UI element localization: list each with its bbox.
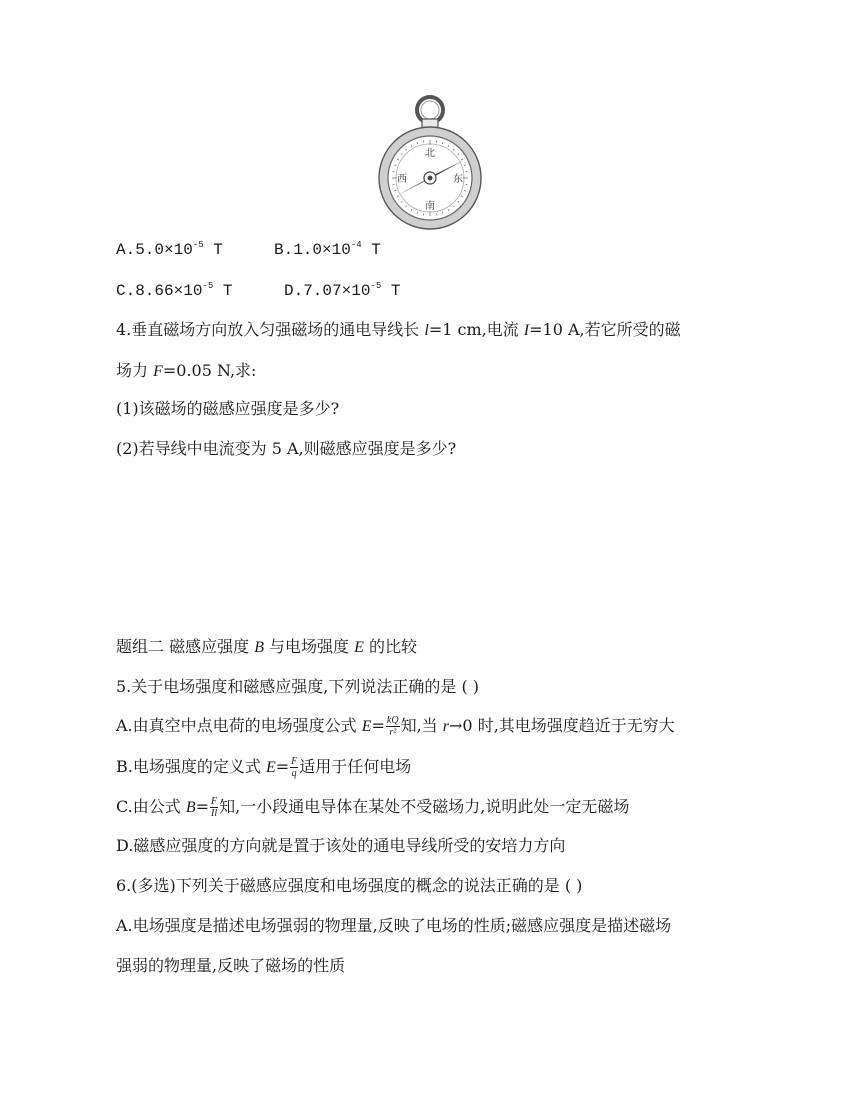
compass-west-label: 西: [397, 174, 407, 185]
q3-option-d: $D.7.07\times 10^{-5}$ T: [284, 281, 401, 300]
q6-option-a-line1: A.电场强度是描述电场强弱的物理量,反映了电场的性质;磁感应强度是描述磁场: [116, 916, 672, 935]
q3-option-c: $C.8.66\times 10^{-5}$ T: [116, 281, 233, 300]
formula-fraction: $\frac{kQ}{\text{r²}}$: [386, 715, 399, 738]
q4-stem-line1: 4.垂直磁场方向放入匀强磁场的通电导线长 l=1 cm,电流 I=10 A,若它所受的磁: [116, 320, 681, 339]
q3-option-a: $A.5.0\times 10^{-5}$ T: [116, 240, 223, 259]
q5-stem: 5.关于电场强度和磁感应强度,下列说法正确的是 ( ): [116, 677, 480, 696]
formula-fraction: $\frac{F}{Il}$: [211, 796, 218, 819]
compass-figure: [376, 90, 484, 230]
q5-option-d: D.磁感应强度的方向就是置于该处的通电导线所受的安培力方向: [116, 836, 566, 855]
compass-south-label: 南: [425, 201, 435, 212]
compass-ring: [417, 97, 443, 130]
q4-sub-question-1: (1)该磁场的磁感应强度是多少?: [116, 399, 340, 418]
q3-options-row1: [116, 240, 381, 260]
q5-option-a: A.由真空中点电荷的电场强度公式 E= $\frac{kQ}{\text{r²}}$ 知,当 r→0 时,其电场强度趋近于无穷大: [116, 715, 675, 738]
group2-heading: 题组二 磁感应强度 B 与电场强度 E 的比较: [116, 637, 418, 656]
q4-stem-line2: 场力 F=0.05 N,求:: [116, 361, 257, 380]
formula-fraction: $\frac{F}{q}$: [291, 756, 298, 779]
q6-stem: 6.(多选)下列关于磁感应强度和电场强度的概念的说法正确的是 ( ): [116, 876, 583, 895]
q3-options-row2: [116, 281, 401, 301]
q5-option-b: B.电场强度的定义式 E= $\frac{F}{q}$ 适用于任何电场: [116, 756, 412, 779]
q6-option-a-line2: 强弱的物理量,反映了磁场的性质: [116, 956, 346, 975]
q4-sub-question-2: (2)若导线中电流变为 5 A,则磁感应强度是多少?: [116, 439, 457, 458]
compass-east-label: 东: [453, 174, 463, 185]
compass-north-label: 北: [425, 148, 435, 159]
q3-option-b: $B.1.0\times 10^{-4}$ T: [274, 240, 381, 259]
q5-option-c: C.由公式 B= $\frac{F}{Il}$ 知,一小段通电导体在某处不受磁场力,说明此处一定无磁场: [116, 796, 630, 819]
